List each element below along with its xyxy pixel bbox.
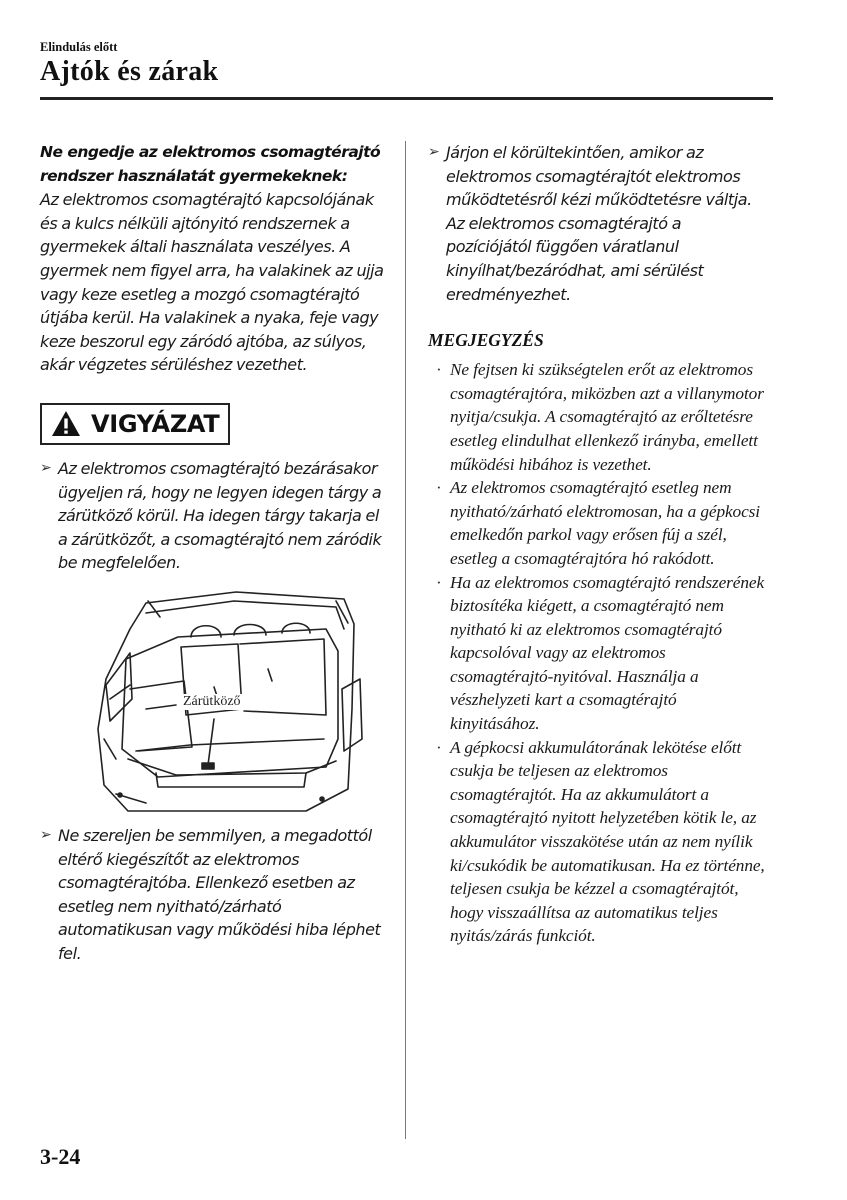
figure-callout-label: Zárütköző: [183, 693, 241, 709]
caution-item-text: Az elektromos csomagtérajtó bezárásakor ügyeljen rá, hogy ne legyen idegen tárgy a zárütköző körül. Ha idegen tárgy takarja el a zárütközőt, a csomagtérajtó nem záródik be megfelelően.: [58, 458, 382, 573]
note-item-text: Ne fejtsen ki szükségtelen erőt az elektromos csomagtérajtóra, miközben azt a villanymotor nyitja/csukja. A csomagtérajtó az erőltetésre esetleg elindulhat ellenkező irányba, emellett működési hibához is vezethet.: [450, 360, 764, 474]
right-column: [428, 141, 768, 948]
note-item-text: A gépkocsi akkumulátorának lekötése előtt csukja be teljesen az elektromos csomagtérajtót. Ha az akkumulátort a csomagtérajtó nyitott helyzetében kötik le, az akkumulátor visszakötése után az nem nyílik ki/csukódik be automatikusan. Ha ez történne, teljesen csukja be kézzel a csomagtérajtót, hogy visszaállítsa az automatikus teljes nyitás/zárás funkciót.: [450, 737, 765, 946]
note-item: [428, 358, 768, 476]
caution-item: [40, 824, 390, 966]
dot-bullet: ·: [436, 737, 442, 757]
note-item: [428, 476, 768, 570]
note-item-text: Az elektromos csomagtérajtó esetleg nem nyitható/zárható elektromosan, ha a gépkocsi emelkedőn parkol vagy erősen fúj a szél, esetleg a csomagtérajtóra hó rakódott.: [450, 478, 760, 568]
tailgate-figure: [86, 589, 366, 814]
note-item: [428, 571, 768, 736]
note-item: [428, 736, 768, 948]
title-rule: [40, 97, 773, 100]
warning-triangle-icon: [51, 410, 81, 437]
caution-item: [428, 141, 768, 306]
column-divider: [405, 141, 406, 1139]
section-label: Elindulás előtt: [40, 40, 118, 54]
arrow-bullet-icon: ➢: [428, 144, 440, 160]
caution-label: VIGYÁZAT: [91, 409, 220, 438]
caution-box: [40, 403, 230, 445]
page-number: 3-24: [40, 1144, 81, 1169]
arrow-bullet-icon: ➢: [40, 826, 52, 843]
chapter-title: Ajtók és zárak: [40, 56, 219, 87]
dot-bullet: ·: [436, 572, 442, 592]
warning-body: Az elektromos csomagtérajtó kapcsolójának és a kulcs nélküli ajtónyitó rendszernek a gyermekek általi használata veszélyes. A gyermek nem figyel arra, ha valakinek az ujja vagy keze esetleg a mozgó csomagtérajtó útjába kerül. Ha valakinek a nyaka, feje vagy keze beszorul egy záródó ajtóba, az súlyos, akár végzetes sérüléshez vezethet.: [40, 190, 384, 375]
dot-bullet: ·: [436, 360, 442, 380]
caution-item: [40, 457, 390, 575]
caution-item-text: Ne szereljen be semmilyen, a megadottól eltérő kiegészítőt az elektromos csomagtérajtóba. Ellenkező esetben az esetleg nem nyitható/zárható automatikusan vagy működési hiba léphet fel.: [58, 825, 381, 963]
left-column: [40, 141, 390, 965]
caution-item-text: Járjon el körültekintően, amikor az elektromos csomagtérajtót elektromos működtetésről kézi működtetésre váltja. Az elektromos csomagtérajtó a pozíciójától függően váratlanul kinyílhat/bezáródhat, ami sérülést eredményezhet.: [446, 143, 752, 304]
warning-heading: Ne engedje az elektromos csomagtérajtó rendszer használatát gyermekeknek:: [40, 143, 381, 185]
note-heading: MEGJEGYZÉS: [428, 330, 544, 351]
note-item-text: Ha az elektromos csomagtérajtó rendszerének biztosítéka kiégett, a csomagtérajtó nem nyitható ki az elektromos csomagtérajtó kapcsolóval vagy az elektromos csomagtérajtó-nyitóval. Használja a vészhelyzeti kart a csomagtérajtó kinyitásához.: [450, 572, 765, 734]
arrow-bullet-icon: ➢: [40, 459, 52, 476]
dot-bullet: ·: [436, 478, 442, 498]
